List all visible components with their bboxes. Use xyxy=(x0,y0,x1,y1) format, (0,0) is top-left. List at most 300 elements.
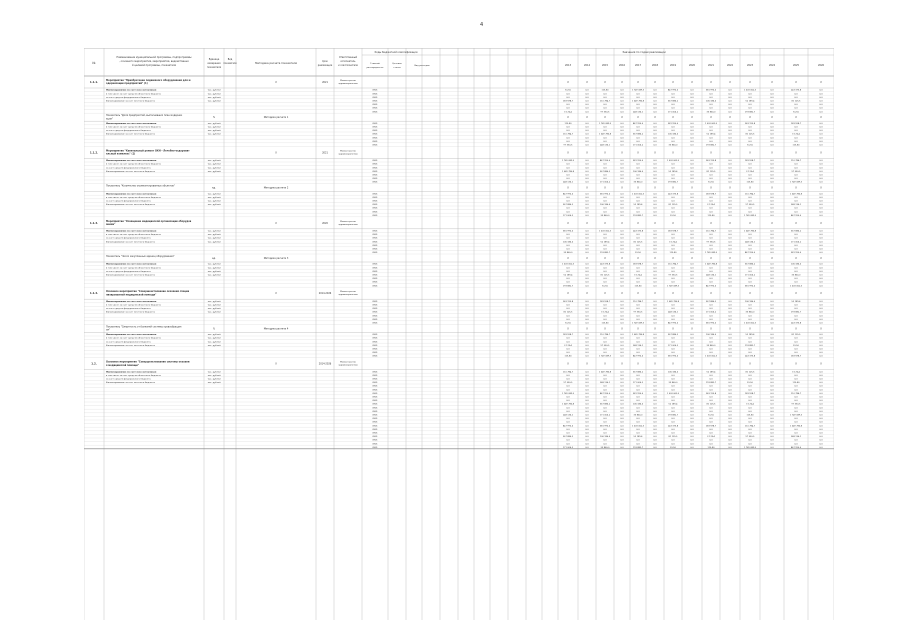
row-unit: тыс. рублей xyxy=(207,311,221,314)
row-value: 0,0 xyxy=(819,267,823,270)
row-value: 0,0 xyxy=(671,163,675,166)
row-value: 0,0 xyxy=(819,344,823,347)
row-value: 51,50 xyxy=(793,344,799,347)
header-executor: исполнитель xyxy=(340,60,356,63)
row-value: 0,0 xyxy=(671,244,675,247)
row-value: 0,0 xyxy=(794,400,798,403)
row-value: 51,50 xyxy=(793,111,799,114)
row-value: 1 749 089,5 xyxy=(789,181,803,184)
header-year: 2017 xyxy=(634,64,642,67)
row-value: 0,0 xyxy=(653,337,657,340)
row-value: Х xyxy=(654,186,656,190)
row-value: 0,0 xyxy=(819,248,823,251)
row-value: 0,0 xyxy=(770,252,774,255)
row-value: 0,0 xyxy=(748,163,752,166)
row-value: 106 186,0 xyxy=(632,403,644,406)
row-value: 0,0 xyxy=(566,178,570,181)
row-executor: Министерство xyxy=(340,291,356,294)
row-value: 0,0 xyxy=(728,281,732,284)
row-value: 0,0 xyxy=(620,193,624,196)
row-source-label: Финансирование за счет местного бюджета xyxy=(106,274,155,277)
row-value: Х xyxy=(820,151,822,155)
row-value: Х xyxy=(710,292,712,296)
row-value: Х xyxy=(749,362,751,366)
row-value: 0,0 xyxy=(728,241,732,244)
row-value: 0,0 xyxy=(585,341,589,344)
row-value: Х xyxy=(771,81,773,84)
row-value: 0,0 xyxy=(690,446,694,449)
row-value: 0,0 xyxy=(620,446,624,449)
row-code: 0901 xyxy=(372,341,378,344)
row-code: 0901 xyxy=(372,439,378,442)
row-value: 0,0 xyxy=(770,93,774,96)
row-value: 367 886,2 xyxy=(599,403,611,406)
row-value: 0,0 xyxy=(603,281,607,284)
row-value: 0,0 xyxy=(690,104,694,107)
row-source-label: за счет средств федерального бюджета xyxy=(106,167,151,170)
row-value: 0,0 xyxy=(748,348,752,351)
row-value: 0,0 xyxy=(603,207,607,210)
row-value: 0,0 xyxy=(728,392,732,395)
row-value: 0,0 xyxy=(603,308,607,311)
row-value: 33 860,0 xyxy=(791,274,801,277)
row-value: 0,0 xyxy=(794,248,798,251)
row-value: 106 186,0 xyxy=(744,300,756,303)
row-value: 183 598,7 xyxy=(599,300,611,303)
row-code: 0901 xyxy=(372,170,378,173)
row-code: 0901 xyxy=(372,214,378,217)
row-value: 0,0 xyxy=(770,443,774,446)
row-value: 0,0 xyxy=(748,130,752,133)
header-method: Методика расчета показателя xyxy=(255,62,297,65)
row-value: 0,0 xyxy=(728,425,732,428)
row-value: 0,0 xyxy=(690,311,694,314)
row-value: 0,0 xyxy=(690,318,694,321)
row-value: Х xyxy=(567,292,569,296)
row-value: 0,0 xyxy=(709,432,713,435)
row-method: Х xyxy=(275,362,277,366)
row-value: Х xyxy=(621,81,623,84)
row-code: 0901 xyxy=(372,400,378,403)
row-value: 0,0 xyxy=(653,318,657,321)
row-code: 0901 xyxy=(372,93,378,96)
row-value: Х xyxy=(771,151,773,155)
row-unit: тыс. рублей xyxy=(207,100,221,103)
row-value: 0,0 xyxy=(794,163,798,166)
row-value: 0,0 xyxy=(636,96,640,99)
row-value: 0,0 xyxy=(653,341,657,344)
row-value: 0,0 xyxy=(794,174,798,177)
row-value: 0,0 xyxy=(690,428,694,431)
row-value: 0,0 xyxy=(819,234,823,237)
row-value: 0,0 xyxy=(709,278,713,281)
row-value: 0,0 xyxy=(728,167,732,170)
row-value: 81 125,5 xyxy=(633,241,643,244)
row-value: Х xyxy=(637,327,639,331)
row-deadline: 2020 xyxy=(322,221,328,225)
row-value: 33 860,0 xyxy=(668,382,678,385)
row-value: 0,0 xyxy=(690,274,694,277)
row-value: 0,0 xyxy=(819,241,823,244)
row-value: 3 174,4 xyxy=(707,436,715,439)
row-value: 0,0 xyxy=(636,234,640,237)
row-value: 0,0 xyxy=(585,144,589,147)
row-value: 0,0 xyxy=(653,281,657,284)
row-code: 0901 xyxy=(372,137,378,140)
row-value: 0,0 xyxy=(728,396,732,399)
row-value: Х xyxy=(795,221,797,225)
row-value: 248 136,1 xyxy=(744,241,756,244)
row-value: 0,0 xyxy=(819,446,823,449)
row-value: 0,0 xyxy=(585,214,589,217)
row-value: 0,0 xyxy=(770,344,774,347)
row-value: 0,0 xyxy=(653,193,657,196)
row-value: 847 990,0 xyxy=(744,252,756,255)
row-method: Х xyxy=(275,292,277,296)
row-code: 0901 xyxy=(372,334,378,337)
row-value: 0,0 xyxy=(690,352,694,355)
row-unit: ед. xyxy=(212,186,216,190)
row-value: 0,0 xyxy=(653,234,657,237)
row-value: 0,0 xyxy=(566,389,570,392)
row-value: 0,0 xyxy=(770,214,774,217)
row-value: 0,0 xyxy=(585,421,589,424)
row-value: 1 749 089,5 xyxy=(631,322,645,325)
row-value: 0,0 xyxy=(728,348,732,351)
row-value: 171 006,2 xyxy=(599,181,611,184)
row-value: 0,0 xyxy=(819,371,823,374)
row-code: 0901 xyxy=(372,263,378,266)
row-value: 0,0 xyxy=(585,355,589,358)
row-value: 0,0 xyxy=(770,230,774,233)
row-value: 0,0 xyxy=(690,371,694,374)
row-value: 0,0 xyxy=(566,211,570,214)
row-value: 52 189,4 xyxy=(633,204,643,207)
row-value: 0,0 xyxy=(728,352,732,355)
row-value: 0,0 xyxy=(585,130,589,133)
row-value: 0,0 xyxy=(636,352,640,355)
row-value: 0,0 xyxy=(690,160,694,163)
row-value: 0,0 xyxy=(770,341,774,344)
row-source-label: в том числе за счет средств областного бюджета xyxy=(106,337,161,340)
row-code: 0901 xyxy=(372,348,378,351)
row-source-label: в том числе за счет средств областного бюджета xyxy=(106,126,161,129)
row-value: 0,0 xyxy=(671,207,675,210)
row-value: 0,0 xyxy=(585,308,589,311)
row-value: 0,0 xyxy=(620,344,624,347)
row-value: 0,0 xyxy=(636,107,640,110)
row-value: 1 049 780,8 xyxy=(666,300,680,303)
row-value: Х xyxy=(729,186,731,190)
row-value: 0,0 xyxy=(819,410,823,413)
row-value: 0,0 xyxy=(690,278,694,281)
row-value: 0,0 xyxy=(690,207,694,210)
row-code: 0901 xyxy=(372,248,378,251)
row-value: 0,0 xyxy=(566,407,570,410)
row-value: 0,0 xyxy=(636,270,640,273)
row-value: 33 860,0 xyxy=(563,252,573,255)
row-code: 0901 xyxy=(372,207,378,210)
row-value: 0,0 xyxy=(585,167,589,170)
row-value: 0,0 xyxy=(690,374,694,377)
row-num: 1.1.1. xyxy=(89,81,99,84)
row-value: 0,0 xyxy=(770,348,774,351)
row-value: 0,0 xyxy=(770,100,774,103)
row-value: 381 990,0 xyxy=(790,252,802,255)
row-value: 0,0 xyxy=(653,371,657,374)
row-value: 0,0 xyxy=(636,400,640,403)
row-value: 0,0 xyxy=(690,204,694,207)
row-value: 0,0 xyxy=(653,374,657,377)
row-value: 0,0 xyxy=(653,174,657,177)
row-value: 0,0 xyxy=(585,207,589,210)
row-value: 0,0 xyxy=(566,428,570,431)
row-value: 0,0 xyxy=(728,107,732,110)
row-source-label: Финансирование за счет местного бюджета xyxy=(106,344,155,347)
row-value: Х xyxy=(771,221,773,225)
row-value: 51,50 xyxy=(747,382,753,385)
row-code: 0901 xyxy=(372,403,378,406)
row-value: 0,0 xyxy=(690,300,694,303)
row-value: 0,0 xyxy=(770,410,774,413)
row-value: Х xyxy=(749,151,751,155)
header-year: 2019 xyxy=(669,64,677,67)
row-value: 0,0 xyxy=(728,234,732,237)
row-value: 3 174,4 xyxy=(746,403,754,406)
row-value: 171 006,2 xyxy=(562,446,574,449)
row-name: Мероприятие "Приобретение подвижного оборудования для м xyxy=(106,79,191,82)
row-value: 0,0 xyxy=(585,378,589,381)
row-code: 0901 xyxy=(372,174,378,177)
row-unit: тыс. рублей xyxy=(207,96,221,99)
row-value: 0,0 xyxy=(690,432,694,435)
row-method: Методика расчета 3 xyxy=(263,257,289,260)
row-value: 0,0 xyxy=(709,418,713,421)
row-value: 0,0 xyxy=(794,207,798,210)
row-value: 0,0 xyxy=(671,267,675,270)
row-code: 0901 xyxy=(372,418,378,421)
row-num: 1.2. xyxy=(91,362,97,366)
row-value: Х xyxy=(637,151,639,155)
row-value: 0,0 xyxy=(748,374,752,377)
row-value: 97 550,5 xyxy=(600,111,610,114)
row-value: 0,0 xyxy=(585,425,589,428)
row-value: Х xyxy=(795,327,797,331)
row-value: 0,0 xyxy=(728,378,732,381)
row-value: Х xyxy=(795,257,797,260)
row-value: 847 990,0 xyxy=(790,446,802,449)
row-value: 0,0 xyxy=(585,244,589,247)
row-value: 0,0 xyxy=(620,318,624,321)
row-value: Х xyxy=(621,186,623,190)
row-value: 0,0 xyxy=(620,439,624,442)
row-value: 0,0 xyxy=(653,267,657,270)
row-value: Х xyxy=(749,116,751,120)
row-value: 0,0 xyxy=(770,204,774,207)
row-value: 0,0 xyxy=(770,392,774,395)
row-value: 0,0 xyxy=(748,304,752,307)
row-value: 0,0 xyxy=(748,315,752,318)
row-value: 0,0 xyxy=(819,122,823,125)
row-value: 0,0 xyxy=(671,389,675,392)
row-value: 0,0 xyxy=(728,126,732,129)
row-value: 0,0 xyxy=(819,418,823,421)
row-value: 115,80 xyxy=(746,414,754,417)
row-value: 193 882,7 xyxy=(705,144,717,147)
row-value: Х xyxy=(567,257,569,260)
row-value: Х xyxy=(691,221,693,225)
row-value: Х xyxy=(749,257,751,260)
row-value: 0,0 xyxy=(603,211,607,214)
row-num: 1.1.2. xyxy=(89,151,99,155)
row-code: 0901 xyxy=(372,178,378,181)
row-value: 0,0 xyxy=(603,407,607,410)
row-unit: тыс. рублей xyxy=(207,263,221,266)
row-unit: тыс. рублей xyxy=(207,270,221,273)
row-value: 0,0 xyxy=(819,355,823,358)
row-value: 51,50 xyxy=(635,252,641,255)
row-value: 0,0 xyxy=(636,196,640,199)
row-value: 0,0 xyxy=(709,308,713,311)
row-value: 0,0 xyxy=(636,396,640,399)
row-source-label: за счет средств федерального бюджета xyxy=(106,378,151,381)
row-value: 0,0 xyxy=(728,204,732,207)
row-value: 0,0 xyxy=(709,244,713,247)
row-value: 0,0 xyxy=(585,96,589,99)
row-value: 0,0 xyxy=(748,337,752,340)
row-value: Х xyxy=(567,221,569,225)
row-value: 0,0 xyxy=(585,278,589,281)
row-code: 0901 xyxy=(372,352,378,355)
row-value: 0,0 xyxy=(690,348,694,351)
row-value: 0,0 xyxy=(690,96,694,99)
row-value: 367 886,2 xyxy=(744,263,756,266)
row-value: 0,0 xyxy=(690,315,694,318)
row-value: 0,0 xyxy=(819,385,823,388)
row-value: 110 784,7 xyxy=(790,160,802,163)
row-value: Х xyxy=(637,186,639,190)
row-value: 0,0 xyxy=(709,163,713,166)
row-value: 0,0 xyxy=(566,237,570,240)
row-value: 0,0 xyxy=(770,389,774,392)
row-value: 0,0 xyxy=(620,137,624,140)
row-value: 0,0 xyxy=(770,237,774,240)
row-value: 0,0 xyxy=(770,432,774,435)
row-value: 0,0 xyxy=(603,337,607,340)
row-value: 0,0 xyxy=(690,281,694,284)
row-value: 0,0 xyxy=(636,318,640,321)
row-value: 0,0 xyxy=(690,214,694,217)
row-value: 1 049 780,8 xyxy=(631,334,645,337)
row-value: Х xyxy=(567,327,569,331)
row-value: 0,0 xyxy=(636,207,640,210)
row-value: 0,0 xyxy=(585,311,589,314)
row-value: 0,0 xyxy=(653,407,657,410)
row-value: 0,0 xyxy=(620,234,624,237)
row-value: 171 006,2 xyxy=(744,274,756,277)
row-value: 1 049 780,8 xyxy=(598,133,612,136)
row-code: 0901 xyxy=(372,414,378,417)
row-value: 0,0 xyxy=(585,204,589,207)
row-value: 0,0 xyxy=(671,308,675,311)
row-value: 0,0 xyxy=(620,181,624,184)
row-value: 0,0 xyxy=(585,344,589,347)
row-value: 0,0 xyxy=(566,396,570,399)
row-name: Показатель "Смертность от болезней системы кровообращен xyxy=(106,325,182,329)
row-value: 0,0 xyxy=(709,137,713,140)
row-value: 0,0 xyxy=(770,174,774,177)
row-value: 51,50 xyxy=(747,144,753,147)
row-value: 0,0 xyxy=(770,281,774,284)
row-source-label: Финансирование за счет местного бюджета xyxy=(106,100,155,103)
row-value: 0,0 xyxy=(603,244,607,247)
row-code: 0901 xyxy=(372,234,378,237)
row-unit: тыс. рублей xyxy=(207,204,221,207)
row-value: 0,0 xyxy=(620,355,624,358)
row-value: 0,0 xyxy=(585,315,589,318)
row-value: 0,0 xyxy=(770,355,774,358)
row-unit: тыс. рублей xyxy=(207,126,221,129)
row-value: 0,0 xyxy=(653,181,657,184)
row-value: 0,0 xyxy=(603,104,607,107)
row-value: 367 886,2 xyxy=(632,371,644,374)
row-value: 0,0 xyxy=(653,248,657,251)
row-value: 0,0 xyxy=(690,211,694,214)
row-value: 0,0 xyxy=(770,140,774,143)
row-value: Х xyxy=(637,257,639,260)
row-value: 0,0 xyxy=(620,170,624,173)
row-value: 0,0 xyxy=(819,140,823,143)
row-value: 0,0 xyxy=(794,374,798,377)
row-value: 0,0 xyxy=(653,144,657,147)
row-value: 0,0 xyxy=(709,337,713,340)
row-value: 0,0 xyxy=(728,248,732,251)
row-value: 0,0 xyxy=(653,428,657,431)
row-value: 0,0 xyxy=(748,96,752,99)
row-value: 51,50 xyxy=(670,446,676,449)
row-num: 1.1.4. xyxy=(89,292,99,296)
row-value: 0,0 xyxy=(709,270,713,273)
row-value: 0,0 xyxy=(653,378,657,381)
header-glavny: распорядитель xyxy=(366,67,384,69)
row-value: 0,0 xyxy=(653,439,657,442)
row-value: 0,0 xyxy=(585,334,589,337)
row-value: 0,0 xyxy=(819,252,823,255)
row-value: 0,0 xyxy=(770,315,774,318)
row-value: 0,0 xyxy=(585,304,589,307)
row-value: 0,0 xyxy=(709,178,713,181)
row-value: 0,0 xyxy=(819,436,823,439)
row-value: Х xyxy=(604,116,606,120)
row-value: 0,0 xyxy=(709,341,713,344)
row-name: лизированной медицинской помощи" xyxy=(106,293,157,297)
row-value: 0,0 xyxy=(585,137,589,140)
row-value: 0,0 xyxy=(709,211,713,214)
row-code: 0901 xyxy=(372,385,378,388)
row-value: 0,0 xyxy=(819,130,823,133)
row-source-label: Финансирование за счет всех источников xyxy=(106,193,157,196)
row-value: 51,50 xyxy=(602,285,608,288)
row-value: 0,0 xyxy=(770,126,774,129)
row-value: 0,0 xyxy=(585,443,589,446)
row-value: Х xyxy=(604,257,606,260)
row-value: 0,0 xyxy=(566,439,570,442)
row-value: 0,0 xyxy=(728,446,732,449)
row-value: Х xyxy=(729,81,731,84)
row-value: 0,0 xyxy=(636,126,640,129)
row-value: 0,0 xyxy=(566,107,570,110)
row-value: 0,0 xyxy=(620,400,624,403)
